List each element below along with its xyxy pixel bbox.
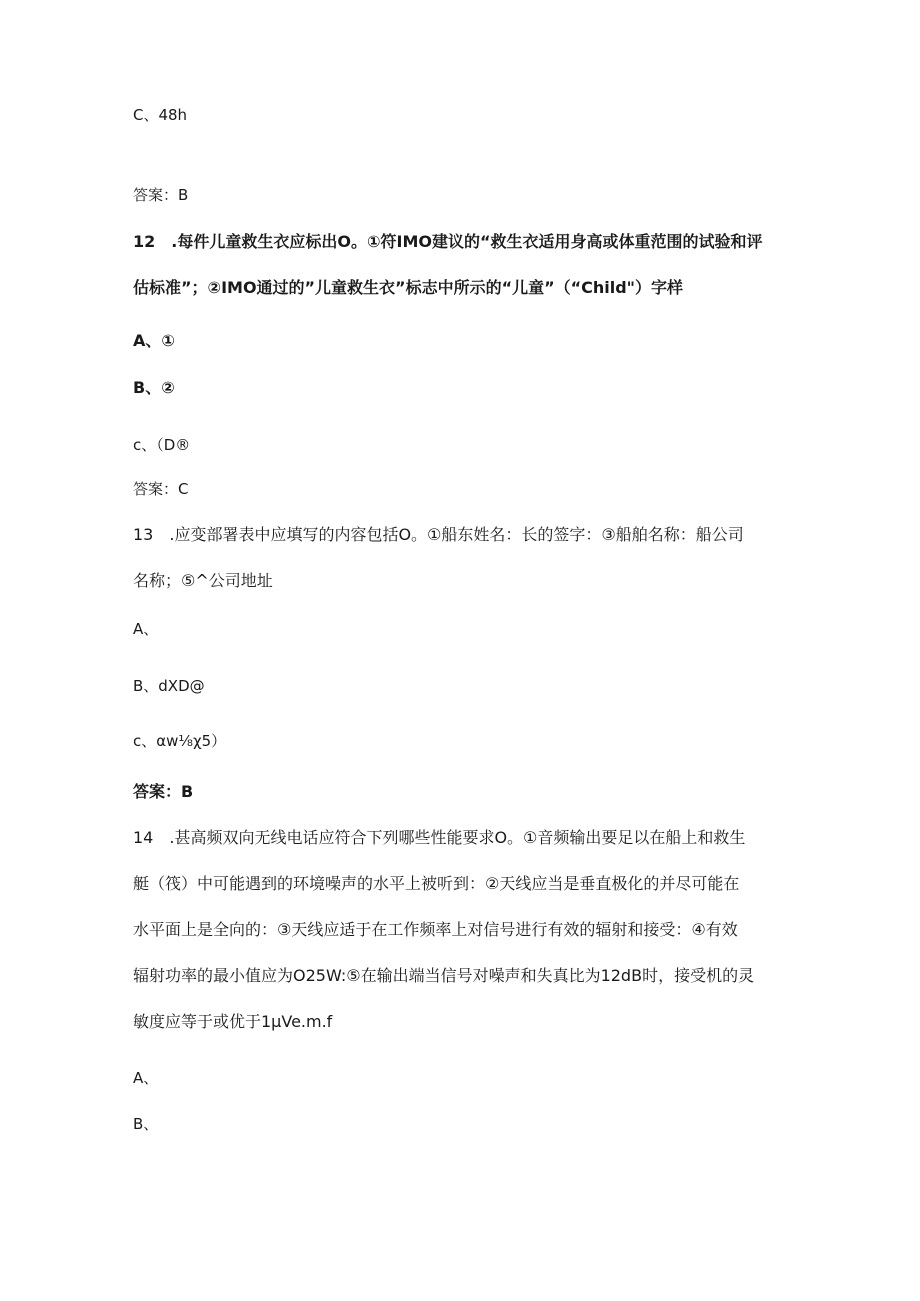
question-13-option-a: A、	[133, 620, 159, 638]
question-12-answer: 答案：C	[133, 480, 189, 498]
question-13-line-2: 名称；⑤^公司地址	[133, 571, 273, 590]
question-13-option-b: B、dXD@	[133, 677, 205, 695]
question-13-answer: 答案：B	[133, 782, 194, 801]
question-14-option-a: A、	[133, 1069, 159, 1087]
question-12-option-a: A、①	[133, 331, 175, 350]
question-14-line-2: 艇（筏）中可能遇到的环境噪声的水平上被听到：②天线应当是垂直极化的并尽可能在	[133, 874, 740, 893]
question-14-line-1: 14 .甚高频双向无线电话应符合下列哪些性能要求O。①音频输出要足以在船上和救生	[133, 828, 746, 847]
question-12-option-b: B、②	[133, 378, 175, 397]
question-14-line-5: 敏度应等于或优于1μVe.m.f	[133, 1012, 333, 1031]
question-14-line-4: 辐射功率的最小值应为O25W:⑤在输出端当信号对噪声和失真比为12dB时，接受机的灵	[133, 966, 755, 985]
question-12-line-1: 12 .每件儿童救生衣应标出O。①符IMO建议的“救生衣适用身高或体重范围的试验和评	[133, 232, 763, 251]
question-14-option-b: B、	[133, 1115, 159, 1133]
question-12-line-2: 估标准”；②IMO通过的”儿童救生衣”标志中所示的“儿童”（“Child"）字样	[133, 278, 684, 297]
question-12-option-c: c、（D®	[133, 436, 191, 454]
question-13-option-c: c、αw⅛χ5）	[133, 732, 227, 750]
question-14-line-3: 水平面上是全向的：③天线应适于在工作频率上对信号进行有效的辐射和接受：④有效	[133, 920, 738, 939]
question-13-line-1: 13 .应变部署表中应填写的内容包括O。①船东姓名：长的签字：③船舶名称：船公司	[133, 525, 744, 544]
option-c-prev: C、48h	[133, 106, 188, 124]
answer-prev: 答案：B	[133, 186, 189, 204]
